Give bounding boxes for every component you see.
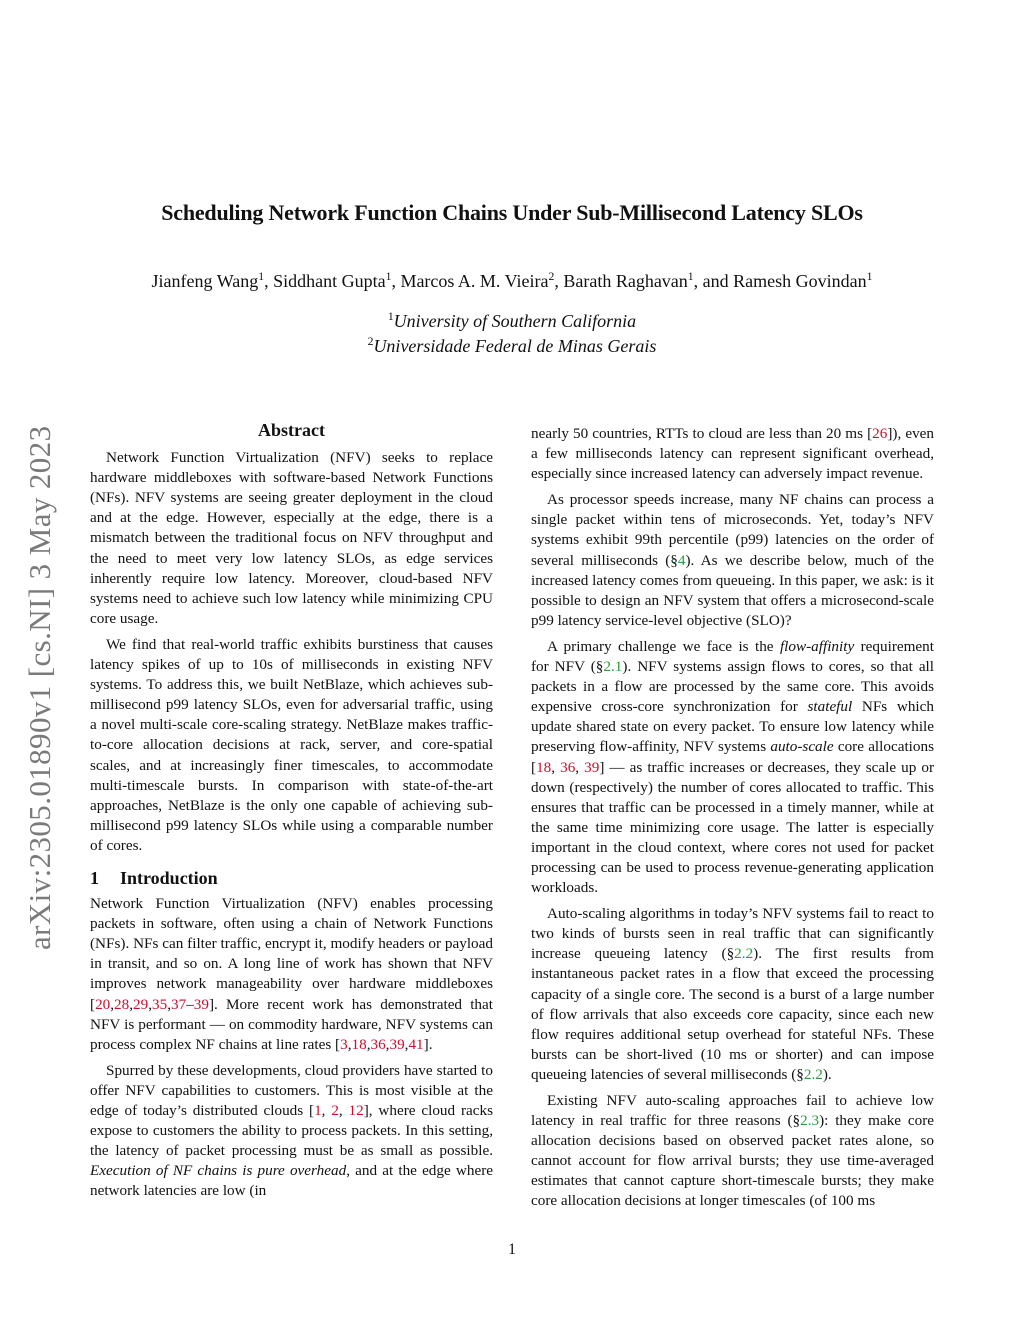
arxiv-identifier: arXiv:2305.01890v1 [cs.NI] 3 May 2023 bbox=[22, 425, 57, 950]
author-name: Jianfeng Wang bbox=[151, 271, 259, 291]
affiliation-marker: 1 bbox=[258, 270, 265, 283]
section-title: Introduction bbox=[120, 867, 218, 888]
section-number: 1 bbox=[90, 867, 99, 888]
citation-link[interactable]: 1 bbox=[314, 1102, 322, 1119]
affiliation-2 bbox=[0, 336, 1024, 357]
affiliation-marker: 1 bbox=[687, 270, 694, 283]
right-column bbox=[531, 424, 934, 1218]
section-link[interactable]: 4 bbox=[677, 551, 686, 569]
author-name: , and Ramesh Govindan bbox=[693, 271, 867, 291]
intro-paragraph: Spurred by these developments, cloud providers have started to offer NFV capabilities to customers. This is most visible at the edge of today’s distributed clouds [1, 2, 12], where cloud racks expose to customers the ability to process packets. In this setting, the latency of packet processing must be as small as possible. Execution of NF chains is pure overhead, and at the edge where network latencies are low (in bbox=[90, 1061, 493, 1200]
citation-link[interactable]: 39 bbox=[389, 1035, 405, 1053]
citation-link[interactable]: 36 bbox=[560, 758, 576, 776]
citation-link[interactable]: 35 bbox=[152, 995, 168, 1013]
citation-link[interactable]: 3 bbox=[340, 1035, 348, 1053]
citation-link[interactable]: 12 bbox=[348, 1102, 364, 1119]
affiliation-marker: 2 bbox=[367, 335, 374, 348]
affiliation-1 bbox=[0, 311, 1024, 332]
citation-link[interactable]: 41 bbox=[408, 1035, 424, 1053]
paper-title: Scheduling Network Function Chains Under Sub-Millisecond Latency SLOs bbox=[161, 200, 863, 225]
abstract-paragraph: We find that real-world traffic exhibits burstiness that causes latency spikes of up to 10s of milliseconds in existing NFV systems. To address this, we built NetBlaze, which achieves sub-millisecond p99 latency SLOs, even for adversarial traffic, using a novel multi-scale core-scaling strategy. NetBlaze makes traffic-to-core allocation decisions at rack, server, and core-spatial scales, and at increasingly finer timescales, to accommodate multi-timescale bursts. In comparison with state-of-the-art approaches, NetBlaze is the only one capable of achieving sub-millisecond p99 latency SLOs while using a comparable number of cores. bbox=[90, 635, 493, 854]
citation-link[interactable]: 18 bbox=[351, 1035, 367, 1053]
section-link[interactable]: 2.1 bbox=[603, 658, 623, 676]
affiliation-name: Universidade Federal de Minas Gerais bbox=[373, 336, 657, 356]
intro-paragraph-continued: nearly 50 countries, RTTs to cloud are less than 20 ms [26]), even a few milliseconds latency can represent significant overhead, especially since increased latency can adversely impact revenue. bbox=[531, 425, 934, 483]
affiliation-marker: 2 bbox=[548, 270, 555, 283]
section-link[interactable]: 2.3 bbox=[800, 1112, 820, 1130]
affiliation-name: University of Southern California bbox=[393, 311, 637, 331]
affiliation-marker: 1 bbox=[385, 270, 392, 283]
abstract-heading: Abstract bbox=[258, 420, 325, 440]
citation-link[interactable]: 36 bbox=[370, 1035, 386, 1053]
page-number: 1 bbox=[508, 1241, 516, 1258]
left-column bbox=[90, 420, 493, 1207]
affiliation-marker: 1 bbox=[866, 270, 873, 283]
abstract-paragraph: Network Function Virtualization (NFV) seeks to replace hardware middleboxes with software-based Network Functions (NFs). NFV systems are seeing greater deployment in the cloud and at the edge. However, especially at the edge, there is a mismatch between the traditional focus on NFV throughput and the need to meet very low latency SLOs, as edge services inherently require low latency. Moreover, cloud-based NFV systems need to achieve such low latency while minimizing CPU core usage. bbox=[90, 449, 493, 627]
citation-link[interactable]: 2 bbox=[331, 1102, 339, 1119]
section-link[interactable]: 2.2 bbox=[734, 945, 754, 963]
intro-paragraph: As processor speeds increase, many NF chains can process a single packet within tens of microseconds. Yet, today’s NFV systems exhibit 99th percentile (p99) latencies on the order of several milliseconds (§4). As we describe below, much of the increased latency comes from queueing. In this paper, we ask: is it possible to design an NFV system that offers a microsecond-scale p99 latency service-level objective (SLO)? bbox=[531, 491, 934, 629]
intro-paragraph: Existing NFV auto-scaling approaches fail to achieve low latency in real traffic for three reasons (§2.3): they make core allocation decisions based on observed packet rates alone, so cannot account for flow arrival bursts; they use time-averaged estimates that cannot capture short-timescale bursts; they make core allocation decisions at longer timescales (of 100 ms bbox=[531, 1092, 934, 1210]
citation-link[interactable]: 29 bbox=[133, 995, 149, 1013]
section-link[interactable]: 2.2 bbox=[803, 1065, 823, 1083]
author-name: , Marcos A. M. Vieira bbox=[391, 271, 549, 291]
citation-link[interactable]: 37 bbox=[171, 995, 187, 1013]
intro-paragraph: Network Function Virtualization (NFV) enables processing packets in software, often using a chain of Network Functions (NFs). NFs can filter traffic, encrypt it, modify headers or payload in transit, and so on. A long line of work has shown that NFV improves network manageability over hardware middleboxes [20,28,29,35,37–39]. More recent work has demonstrated that NFV is performant — on commodity hardware, NFV systems can process complex NF chains at line rates [3,18,36,39,41]. bbox=[90, 895, 493, 1053]
author-list bbox=[0, 271, 1024, 292]
author-name: , Siddhant Gupta bbox=[264, 271, 386, 291]
citation-link[interactable]: 18 bbox=[536, 758, 552, 776]
author-name: , Barath Raghavan bbox=[554, 271, 688, 291]
citation-link[interactable]: 26 bbox=[872, 425, 888, 442]
citation-link[interactable]: 20 bbox=[95, 995, 111, 1013]
intro-paragraph: Auto-scaling algorithms in today’s NFV systems fail to react to two kinds of bursts seen in real traffic that can significantly increase queueing latency (§2.2). The first results from instantaneous packet rates in a flow that exceed the processing capacity of a single core. The second is a burst of a large number of flow arrivals that also exceeds core capacity, since each new flow requires additional setup overhead for stateful NFs. These bursts can be short-lived (10 ms or shorter) and can impose queueing latencies of several milliseconds (§2.2). bbox=[531, 905, 934, 1083]
citation-link[interactable]: 39 bbox=[584, 758, 600, 776]
section-heading-introduction bbox=[90, 868, 493, 888]
citation-link[interactable]: 39 bbox=[193, 995, 209, 1013]
citation-link[interactable]: 28 bbox=[114, 995, 130, 1013]
intro-paragraph: A primary challenge we face is the flow-affinity requirement for NFV (§2.1). NFV systems assign flows to cores, so that all packets in a flow are processed by the same core. This avoids expensive cross-core synchronization for stateful NFs which update shared state on every packet. To ensure low latency while preserving flow-affinity, NFV systems auto-scale core allocations [18, 36, 39] — as traffic increases or decreases, they scale up or down (respectively) the number of cores allocated to traffic. This ensures that traffic can be processed in a timely manner, while at the same time minimizing core usage. The latter is especially important in the cloud context, where cores not used for packet processing can be used to process revenue-generating application workloads. bbox=[531, 637, 935, 897]
affiliation-marker: 1 bbox=[387, 310, 394, 323]
